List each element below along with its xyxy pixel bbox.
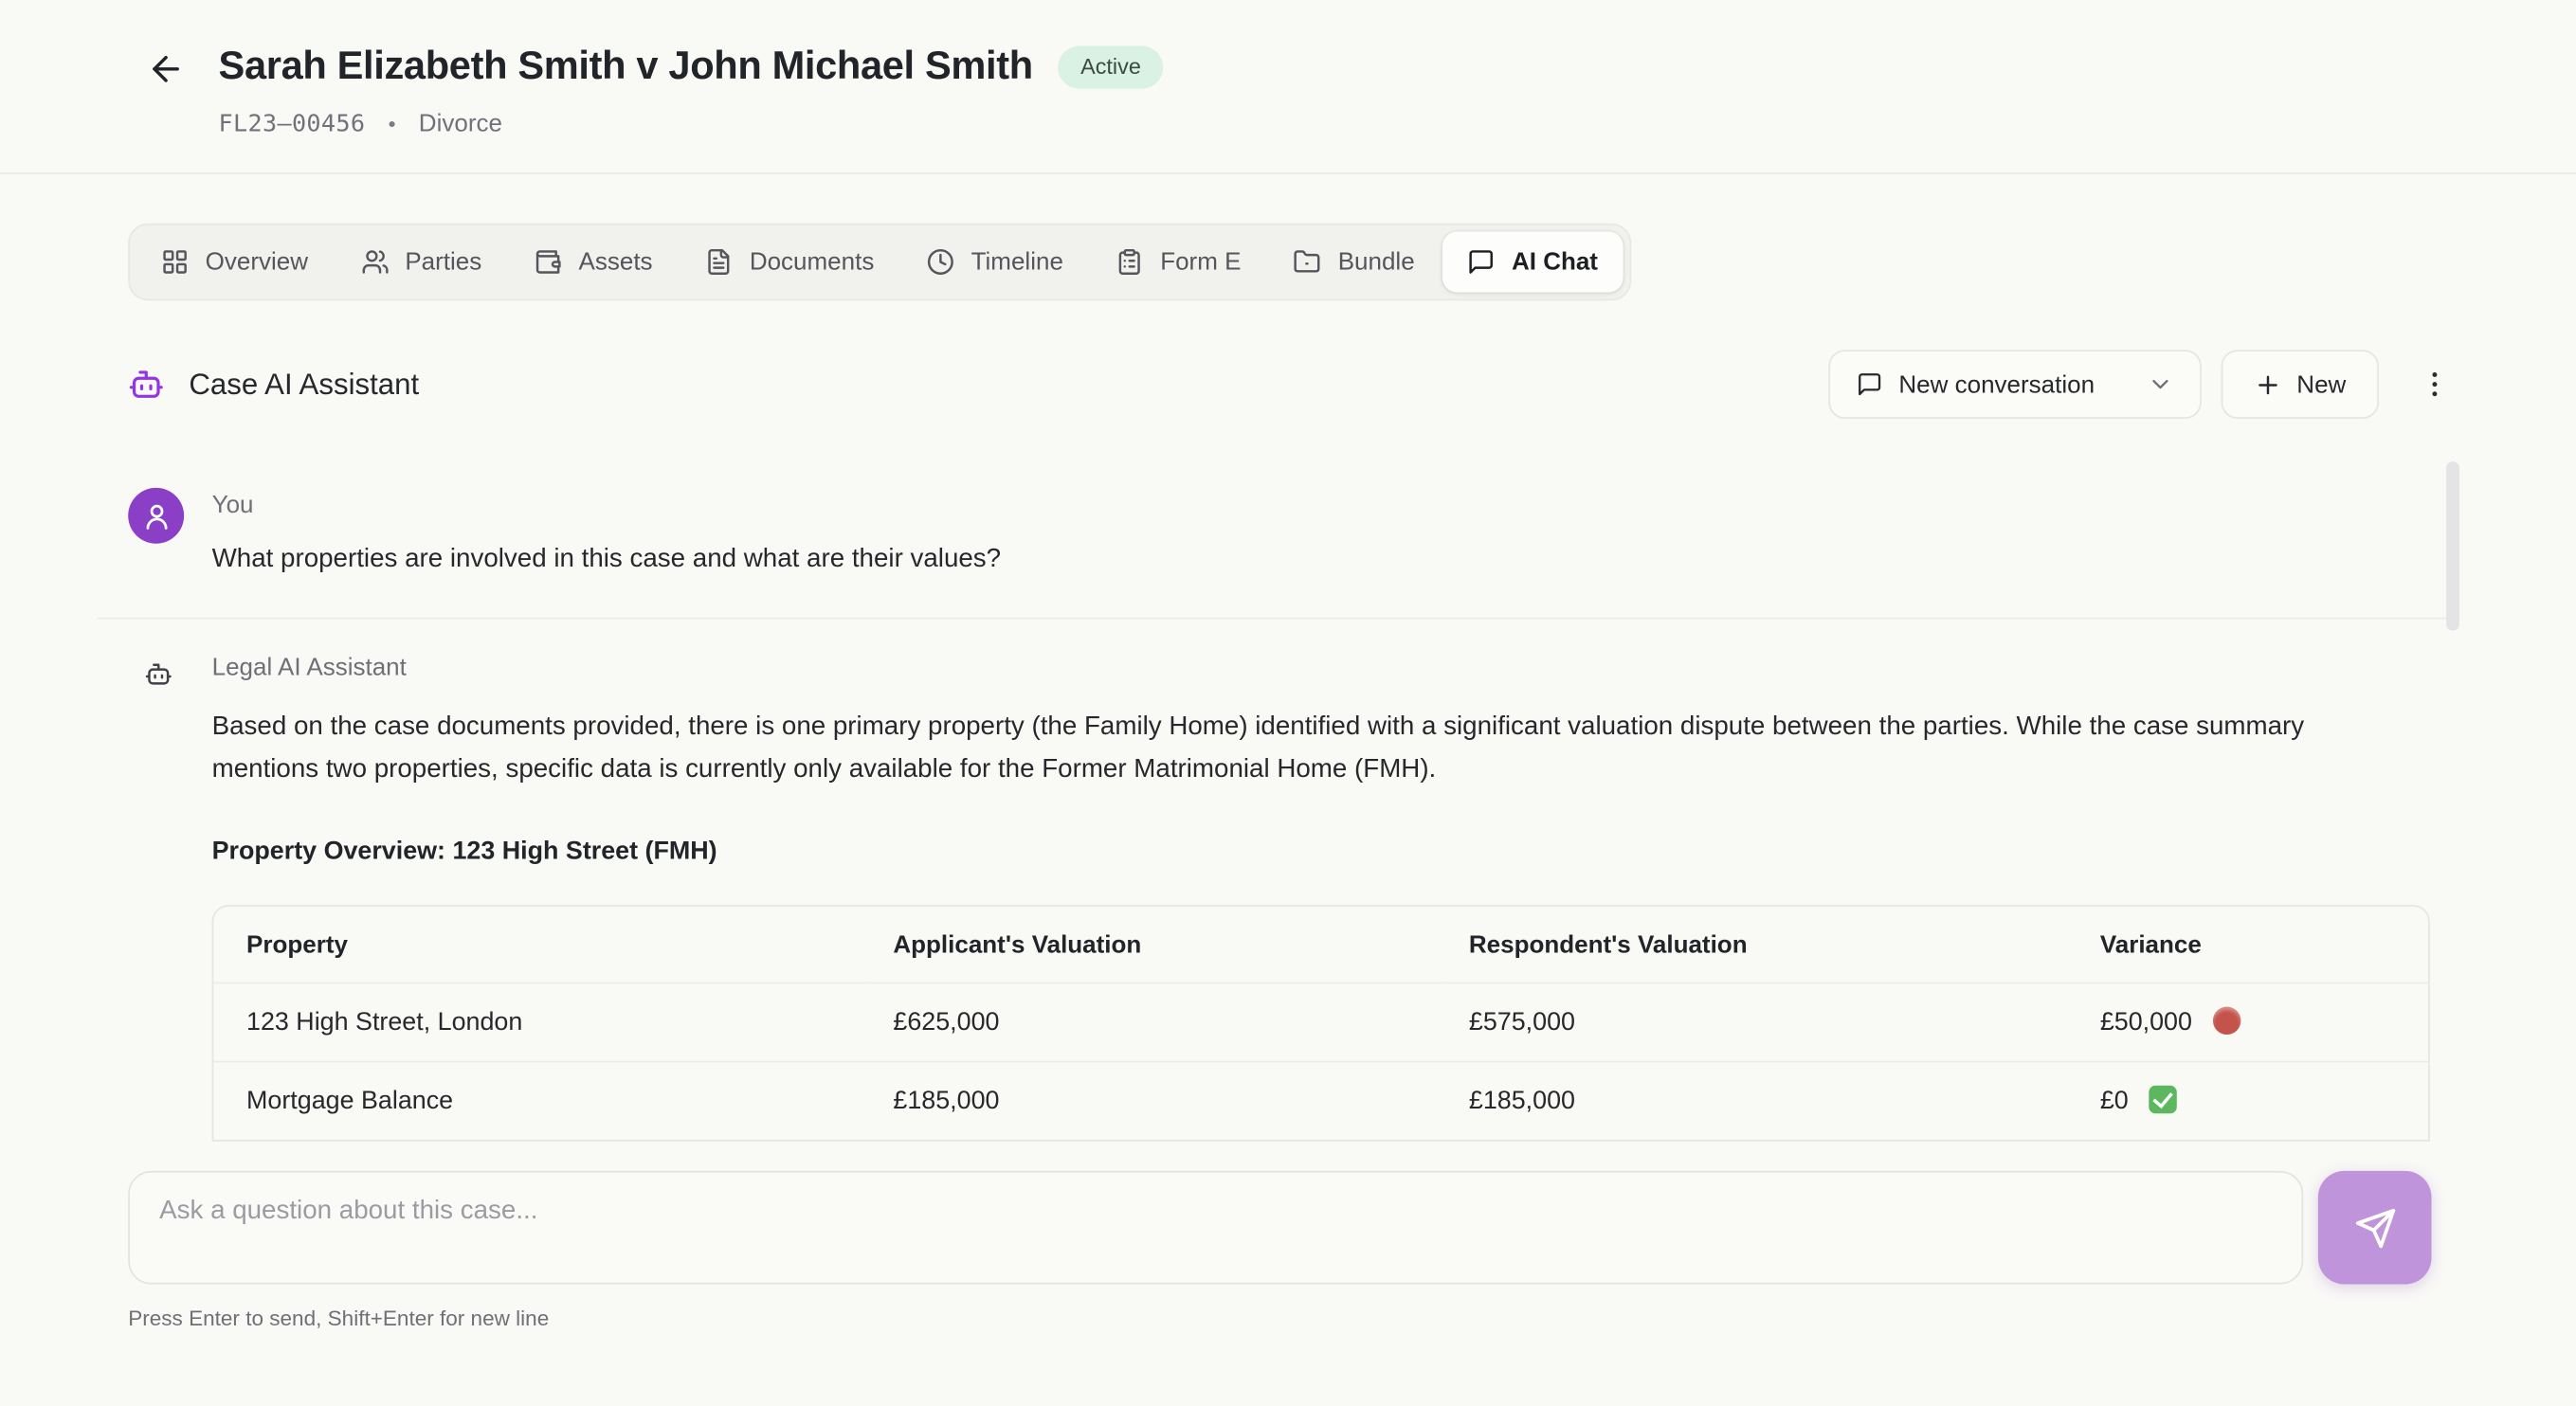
message-square-icon: [1856, 371, 1882, 398]
tab-label: Documents: [749, 247, 875, 277]
arrow-left-icon: [146, 49, 189, 89]
chat-input[interactable]: [128, 1171, 2303, 1285]
cell-property: Mortgage Balance: [213, 1061, 866, 1140]
case-tabbar: [128, 224, 1630, 300]
chevron-down-icon: [2148, 371, 2174, 398]
tab-label: Overview: [205, 247, 309, 277]
table-header-row: [213, 907, 2428, 982]
message-text: What properties are involved in this case and what are their values?: [211, 545, 1002, 573]
tab-label: Parties: [405, 247, 482, 277]
section-title: Case AI Assistant: [189, 367, 420, 401]
chat-message-user: [97, 446, 2459, 619]
table-row: [213, 1061, 2428, 1140]
variance-amount: £0: [2099, 1087, 2129, 1115]
cell-respondent-valuation: £575,000: [1442, 982, 2074, 1061]
message-square-icon: [1467, 248, 1495, 276]
wallet-icon: [535, 248, 562, 276]
message-author: You: [211, 491, 254, 519]
cell-applicant-valuation: £185,000: [867, 1061, 1443, 1140]
user-icon: [140, 500, 172, 532]
cell-applicant-valuation: £625,000: [867, 982, 1443, 1061]
tab-label: Assets: [578, 247, 653, 277]
more-options-button[interactable]: [2412, 361, 2458, 407]
tab-parties[interactable]: [336, 231, 507, 292]
property-valuation-table: [212, 905, 2430, 1142]
plus-icon: [2254, 370, 2281, 398]
layout-grid-icon: [161, 248, 189, 276]
chat-message-list: [97, 446, 2459, 1141]
red-circle-indicator: [2212, 1007, 2240, 1035]
user-avatar: [128, 488, 184, 544]
clipboard-icon: [1116, 248, 1143, 276]
chat-scrollbar[interactable]: [2446, 461, 2459, 631]
bot-icon: [128, 367, 164, 403]
variance-amount: £50,000: [2099, 1008, 2192, 1036]
cell-respondent-valuation: £185,000: [1442, 1061, 2074, 1140]
composer-hint: Press Enter to send, Shift+Enter for new line: [128, 1306, 550, 1331]
message-heading: Property Overview: 123 High Street (FMH): [211, 838, 717, 866]
status-badge: Active: [1058, 46, 1164, 88]
case-type: Divorce: [418, 110, 502, 138]
tab-label: Form E: [1160, 247, 1242, 277]
chat-message-assistant: [97, 619, 2459, 1141]
back-button[interactable]: [146, 47, 189, 90]
tab-label: AI Chat: [1511, 247, 1598, 277]
tab-ai-chat[interactable]: [1442, 231, 1623, 292]
clock-icon: [927, 248, 954, 276]
cell-variance: [2074, 1061, 2428, 1140]
column-header: Property: [246, 930, 348, 960]
tab-timeline[interactable]: [902, 231, 1088, 292]
new-button-label: New: [2296, 370, 2347, 399]
tab-form-e[interactable]: [1091, 231, 1265, 292]
tab-documents[interactable]: [680, 231, 898, 292]
assistant-section-header: [128, 350, 2458, 419]
column-header: Variance: [2099, 930, 2202, 960]
header-divider: [0, 172, 2576, 174]
tab-label: Bundle: [1337, 247, 1415, 277]
new-conversation-button[interactable]: [2222, 350, 2379, 419]
send-icon: [2353, 1206, 2396, 1249]
bot-icon: [145, 660, 172, 688]
more-vertical-icon: [2419, 368, 2452, 401]
bullet-separator: •: [388, 111, 396, 136]
case-number: FL23–00456: [218, 111, 366, 137]
tab-assets[interactable]: [510, 231, 678, 292]
users-icon: [361, 248, 389, 276]
tab-label: Timeline: [971, 247, 1063, 277]
column-header: Respondent's Valuation: [1468, 930, 1748, 960]
cell-property: 123 High Street, London: [213, 982, 866, 1061]
folder-icon: [1294, 248, 1321, 276]
file-text-icon: [705, 248, 733, 276]
tab-overview[interactable]: [136, 231, 333, 292]
cell-variance: [2074, 982, 2428, 1061]
chat-composer: [128, 1171, 2431, 1285]
table-row: [213, 982, 2428, 1061]
page-title: Sarah Elizabeth Smith v John Michael Smith: [218, 44, 1033, 89]
conversation-dropdown[interactable]: [1828, 350, 2202, 419]
case-header: [0, 0, 2576, 138]
message-paragraph: Based on the case documents provided, there is one primary property (the Family Home) identified with a significant valuation dispute between the parties. While the case summary mentions two properties, specific data is currently only available for the Former Matrimonial Home (FMH).: [211, 712, 2305, 784]
tab-bundle[interactable]: [1269, 231, 1440, 292]
case-subtitle: [219, 110, 1165, 137]
conversation-dropdown-label: New conversation: [1898, 370, 2095, 399]
column-header: Applicant's Valuation: [893, 930, 1142, 960]
send-button[interactable]: [2318, 1171, 2432, 1285]
green-check-indicator: [2149, 1086, 2176, 1113]
message-author: Legal AI Assistant: [211, 653, 407, 682]
